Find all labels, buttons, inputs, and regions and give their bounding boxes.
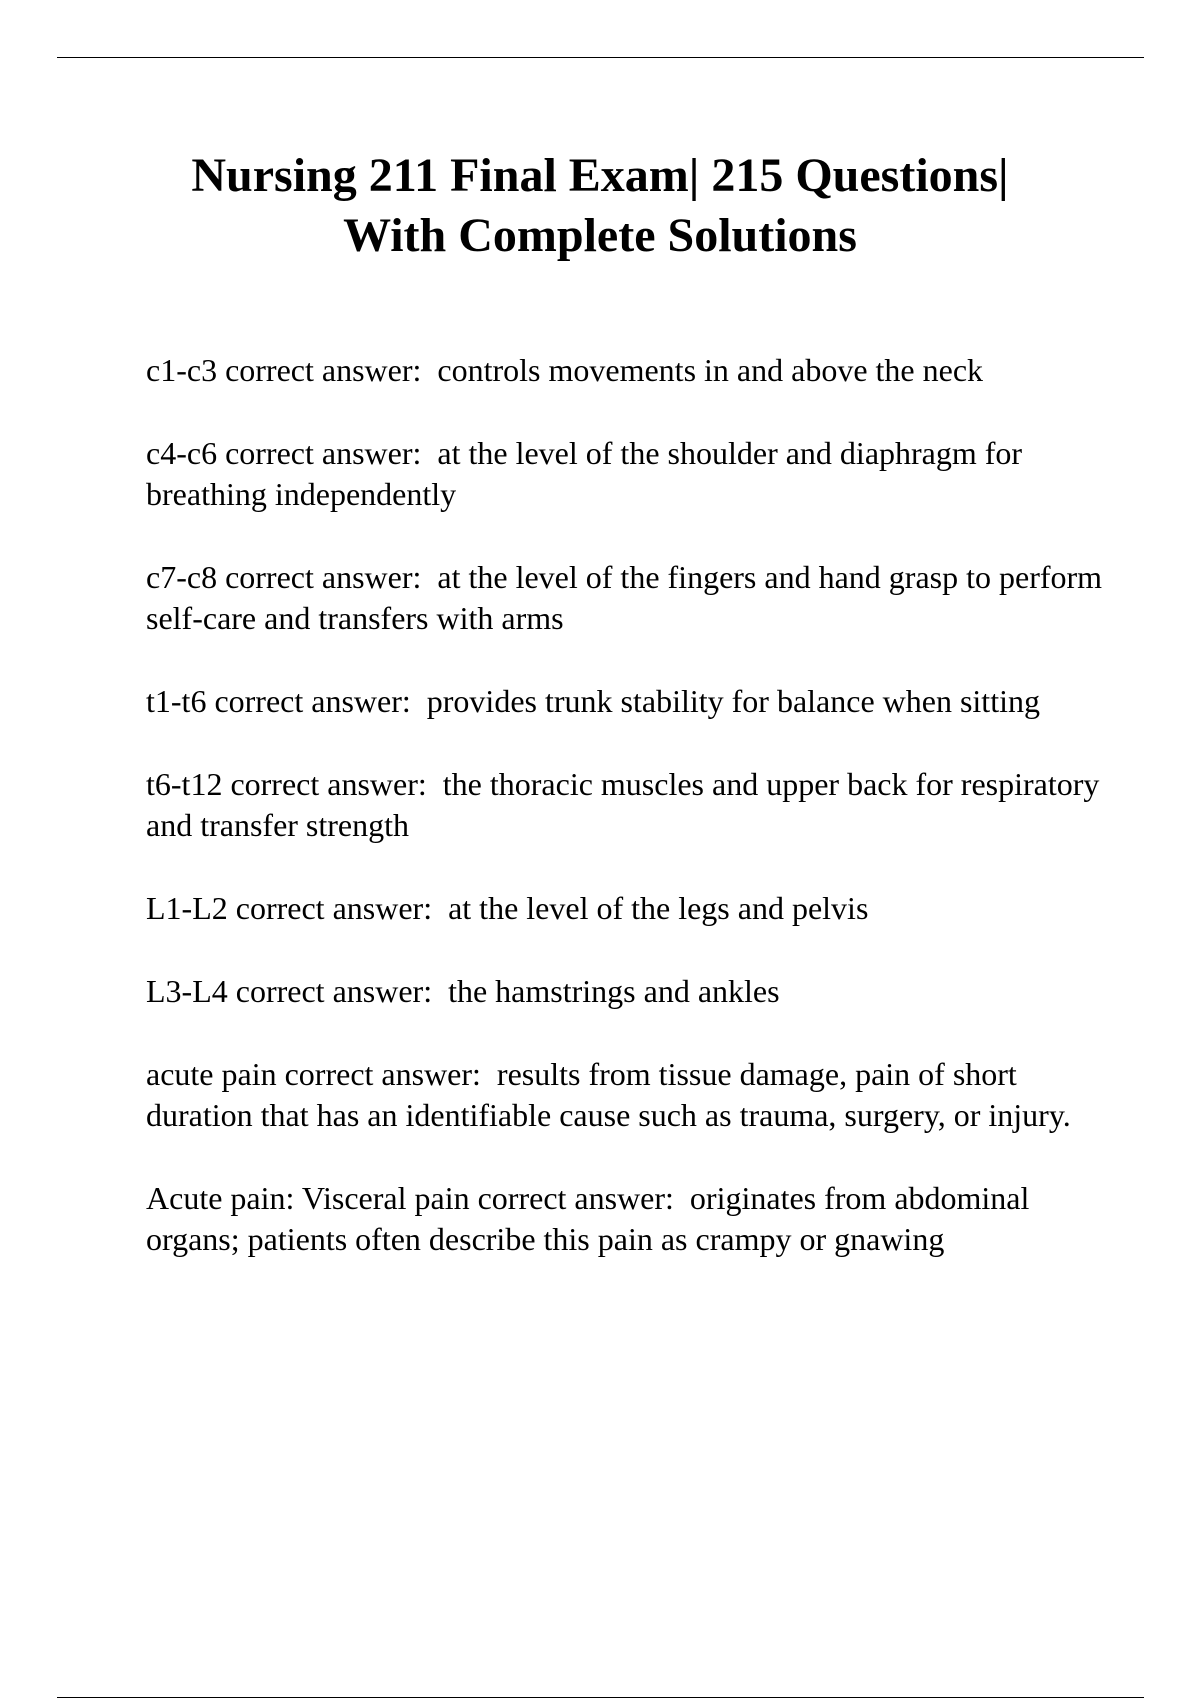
entry-answer: originates from abdominal organs; patients often describe this pain as crampy or gnawing [146, 1180, 1038, 1257]
entry-separator: correct answer: [217, 559, 438, 595]
document-title [120, 146, 1080, 266]
entry-separator: correct answer: [276, 1056, 497, 1092]
entry-answer: the hamstrings and ankles [448, 973, 780, 1009]
entry-separator: correct answer: [217, 435, 438, 471]
entry-term: L3-L4 [146, 973, 228, 1009]
entry-term: t6-t12 [146, 766, 223, 802]
qa-entry [146, 350, 1106, 391]
qa-entry [146, 1054, 1106, 1136]
title-line-2: With Complete Solutions [343, 209, 857, 262]
entry-answer: provides trunk stability for balance when sitting [426, 683, 1040, 719]
entry-separator: correct answer: [217, 352, 438, 388]
bottom-horizontal-rule [57, 1697, 1144, 1698]
entry-term: c7-c8 [146, 559, 218, 595]
entry-term: t1-t6 [146, 683, 207, 719]
entry-answer: at the level of the shoulder and diaphragm for breathing independently [146, 435, 1031, 512]
entry-term: c1-c3 [146, 352, 218, 388]
qa-entry [146, 888, 1106, 929]
title-line-1: Nursing 211 Final Exam| 215 Questions| [191, 149, 1009, 202]
entry-separator: correct answer: [206, 683, 427, 719]
qa-entry [146, 433, 1106, 515]
entry-answer: the thoracic muscles and upper back for respiratory and transfer strength [146, 766, 1108, 843]
qa-entry-list [146, 350, 1111, 1302]
entry-term: Acute pain: Visceral pain [146, 1180, 470, 1216]
entry-separator: correct answer: [227, 973, 449, 1009]
entry-separator: correct answer: [227, 890, 449, 926]
top-horizontal-rule [57, 57, 1144, 58]
entry-answer: controls movements in and above the neck [437, 352, 984, 388]
entry-term: c4-c6 [146, 435, 218, 471]
entry-answer: results from tissue damage, pain of short duration that has an identifiable cause such as trauma, surgery, or injury. [146, 1056, 1071, 1133]
entry-separator: correct answer: [222, 766, 443, 802]
entry-separator: correct answer: [469, 1180, 690, 1216]
entry-term: acute pain [146, 1056, 277, 1092]
qa-entry [146, 971, 1106, 1012]
entry-term: L1-L2 [146, 890, 228, 926]
qa-entry [146, 1178, 1106, 1260]
entry-answer: at the level of the legs and pelvis [448, 890, 869, 926]
qa-entry [146, 681, 1106, 722]
entry-answer: at the level of the fingers and hand grasp to perform self-care and transfers with arms [146, 559, 1111, 636]
qa-entry [146, 764, 1106, 846]
qa-entry [146, 557, 1111, 639]
